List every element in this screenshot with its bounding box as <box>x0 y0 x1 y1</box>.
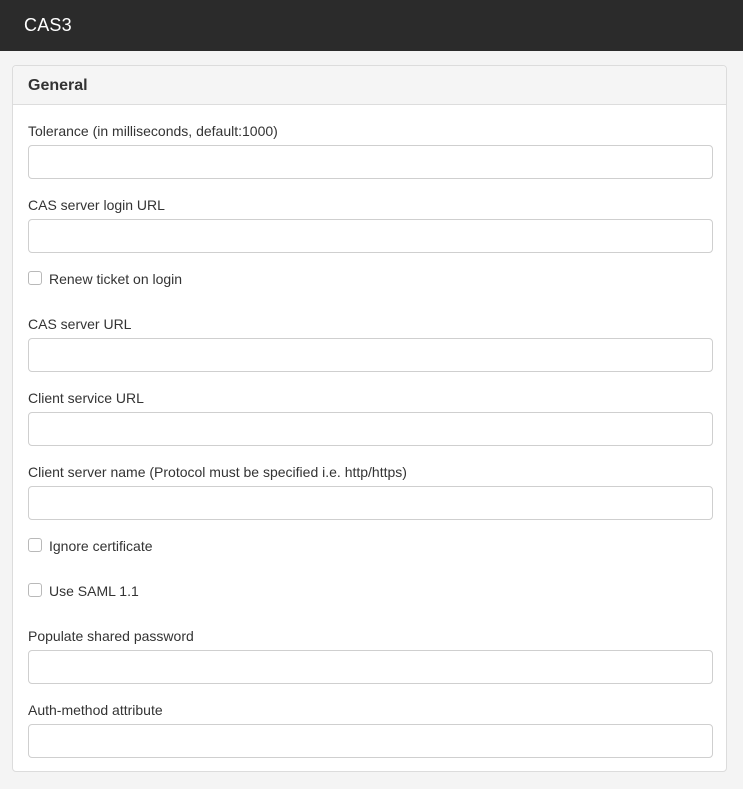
client-server-name-label: Client server name (Protocol must be specified i.e. http/https) <box>28 464 407 480</box>
tolerance-input[interactable] <box>28 145 713 179</box>
tolerance-label: Tolerance (in milliseconds, default:1000) <box>28 123 278 139</box>
server-url-label: CAS server URL <box>28 316 132 332</box>
login-url-label: CAS server login URL <box>28 197 165 213</box>
use-saml-label[interactable]: Use SAML 1.1 <box>49 583 139 599</box>
panel-title: General <box>28 77 88 94</box>
populate-password-input[interactable] <box>28 650 713 684</box>
populate-password-label: Populate shared password <box>28 628 194 644</box>
server-url-input[interactable] <box>28 338 713 372</box>
general-settings-panel <box>12 65 727 772</box>
app-title: CAS3 <box>24 15 72 35</box>
renew-ticket-checkbox[interactable] <box>28 271 42 285</box>
client-server-name-input[interactable] <box>28 486 713 520</box>
client-service-url-label: Client service URL <box>28 390 144 406</box>
auth-method-input[interactable] <box>28 724 713 758</box>
ignore-certificate-label[interactable]: Ignore certificate <box>49 538 153 554</box>
client-service-url-input[interactable] <box>28 412 713 446</box>
auth-method-label: Auth-method attribute <box>28 702 163 718</box>
use-saml-checkbox[interactable] <box>28 583 42 597</box>
login-url-input[interactable] <box>28 219 713 253</box>
panel-heading <box>13 66 726 105</box>
top-navbar <box>0 0 743 51</box>
renew-ticket-label[interactable]: Renew ticket on login <box>49 271 183 287</box>
ignore-certificate-checkbox[interactable] <box>28 538 42 552</box>
